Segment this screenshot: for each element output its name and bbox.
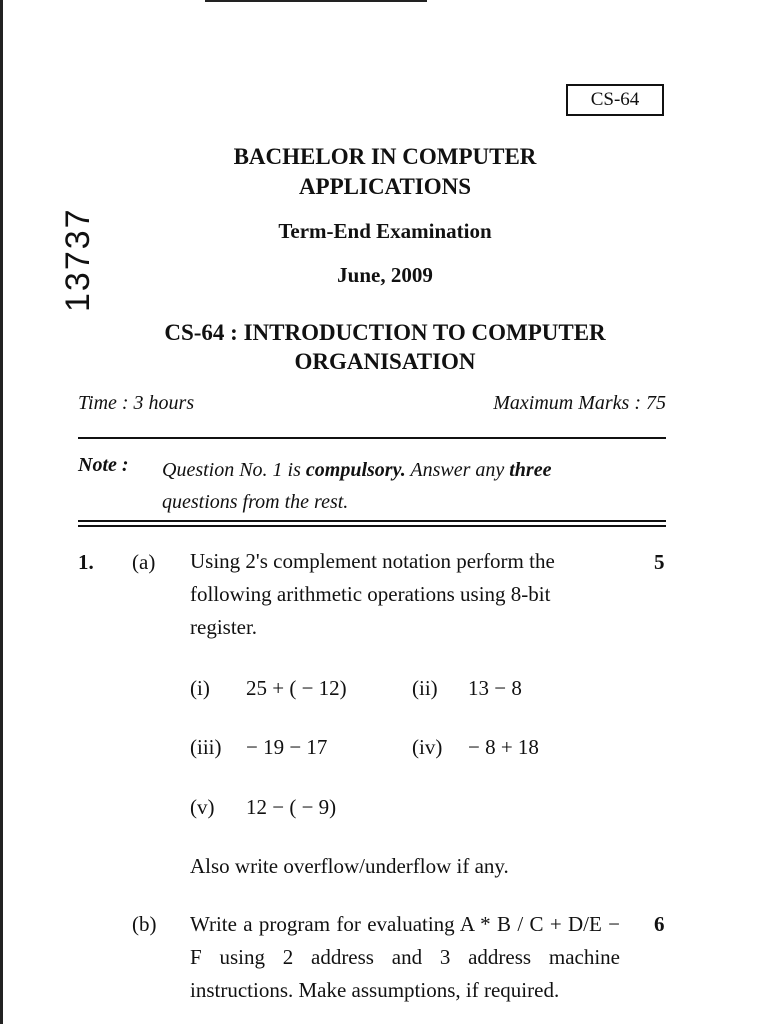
- operation-expression: 25 + ( − 12): [246, 676, 347, 700]
- note-part-2: Answer any: [405, 459, 510, 481]
- operation-v: [190, 795, 336, 820]
- serial-number: 13737: [59, 207, 97, 312]
- operation-label: (ii): [412, 676, 438, 700]
- operation-label: (iii): [190, 735, 222, 759]
- part-a-text: Using 2's complement notation perform the following arithmetic operations using 8-bit register.: [190, 549, 555, 639]
- exam-meta-row: [78, 392, 666, 415]
- part-a-label: (a): [132, 550, 156, 574]
- part-a-marks: 5: [654, 550, 665, 574]
- operation-expression: 12 − ( − 9): [246, 795, 337, 819]
- note-part-1: Question No. 1 is: [162, 459, 306, 481]
- exam-title: Term-End Examination: [278, 219, 492, 243]
- part-b-text: Write a program for evaluating A * B / C + D/E − F using 2 address and 3 address machine instructions. Make assumptions, if required.: [190, 912, 620, 1002]
- page-left-edge: [0, 0, 3, 1024]
- note-text: [162, 454, 667, 518]
- part-b-label: (b): [132, 912, 157, 936]
- exam-session: June, 2009: [337, 263, 433, 287]
- top-rule: [205, 0, 427, 2]
- part-a-footer: Also write overflow/underflow if any.: [190, 854, 509, 878]
- operation-iii: [190, 735, 327, 760]
- course-title-line-2: ORGANISATION: [294, 349, 476, 374]
- note-label: Note :: [78, 454, 129, 476]
- note-compulsory: compulsory.: [305, 459, 406, 481]
- note-three: three: [509, 459, 552, 481]
- operation-label: (v): [190, 795, 215, 819]
- part-b-marks: 6: [654, 912, 665, 936]
- programme-title-line-2: APPLICATIONS: [298, 174, 472, 199]
- operation-iv: [412, 735, 539, 760]
- divider-double-1: [78, 520, 666, 522]
- paper-code-box: CS-64: [566, 84, 664, 116]
- operation-expression: − 19 − 17: [246, 735, 328, 759]
- course-title-line-1: CS-64 : INTRODUCTION TO COMPUTER: [164, 320, 606, 345]
- divider-double-2: [78, 525, 666, 527]
- operation-expression: − 8 + 18: [468, 735, 539, 759]
- operation-label: (iv): [412, 735, 443, 759]
- question-number: 1.: [78, 550, 94, 574]
- divider-top: [78, 437, 666, 439]
- operation-label: (i): [190, 676, 210, 700]
- operation-i: [190, 676, 347, 701]
- time-allowed: Time : 3 hours: [78, 392, 195, 414]
- programme-title-line-1: BACHELOR IN COMPUTER: [233, 144, 537, 169]
- operation-ii: [412, 676, 522, 701]
- maximum-marks: Maximum Marks : 75: [493, 392, 666, 414]
- note-part-3: questions from the rest.: [162, 491, 349, 513]
- operation-expression: 13 − 8: [468, 676, 522, 700]
